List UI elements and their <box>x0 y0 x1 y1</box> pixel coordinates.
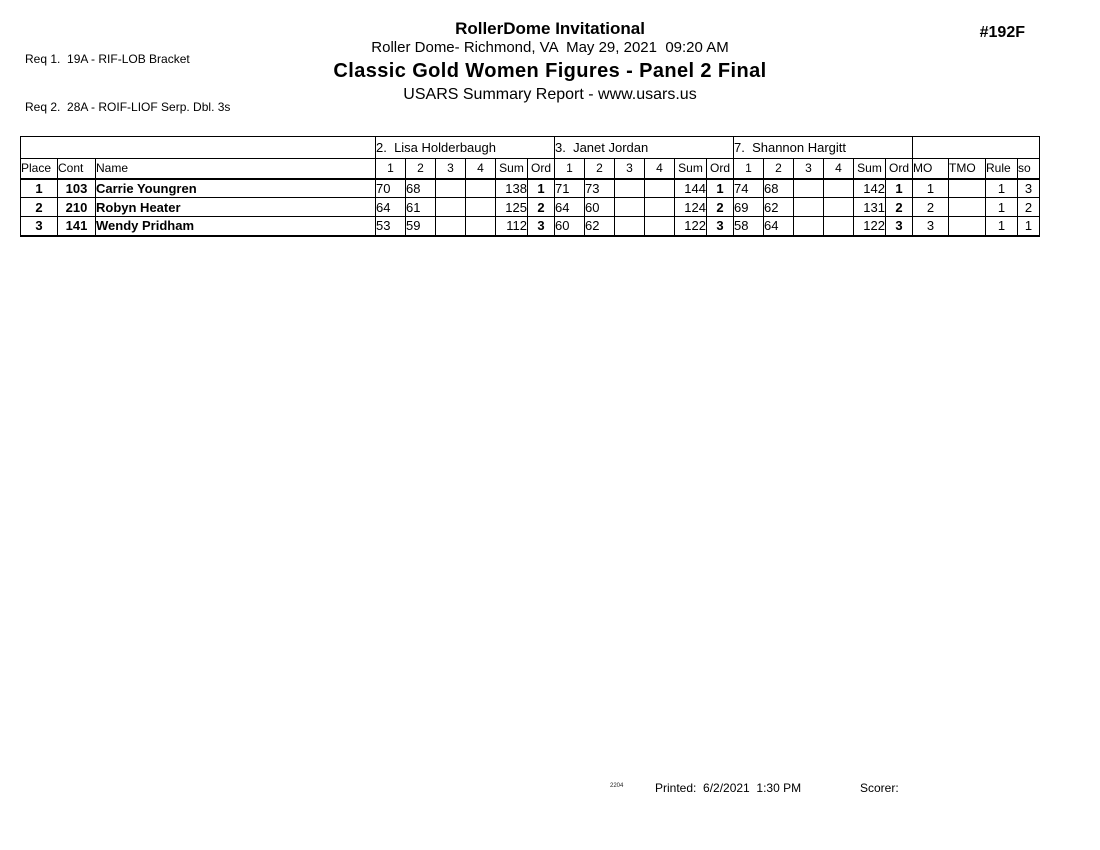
column-header-row <box>21 159 1040 179</box>
judge-name-3: 7. Shannon Hargitt <box>734 137 913 159</box>
report-header <box>0 19 1100 105</box>
sum-cell: 138 <box>496 179 528 198</box>
place-cell: 1 <box>21 179 58 198</box>
score-cell <box>436 198 466 217</box>
cont-cell: 103 <box>58 179 96 198</box>
so-cell: 1 <box>1018 217 1040 236</box>
sum-cell: 112 <box>496 217 528 236</box>
score-cell <box>794 179 824 198</box>
score-cell: 60 <box>555 217 585 236</box>
footer-print-code: 2204 <box>610 783 624 789</box>
header-j3-sum: Sum <box>854 159 886 179</box>
header-j2-ord: Ord <box>707 159 734 179</box>
score-cell: 71 <box>555 179 585 198</box>
mo-cell: 2 <box>913 198 949 217</box>
score-cell <box>615 179 645 198</box>
header-j1-1: 1 <box>376 159 406 179</box>
header-j3-1: 1 <box>734 159 764 179</box>
mo-cell: 1 <box>913 179 949 198</box>
results-table <box>20 136 1040 237</box>
header-place: Place <box>21 159 58 179</box>
ord-cell: 2 <box>707 198 734 217</box>
score-cell: 69 <box>734 198 764 217</box>
header-j1-4: 4 <box>466 159 496 179</box>
score-cell <box>466 179 496 198</box>
sum-cell: 124 <box>675 198 707 217</box>
venue-date-line: Roller Dome- Richmond, VA May 29, 2021 09:20 AM <box>371 39 729 56</box>
header-j1-sum: Sum <box>496 159 528 179</box>
score-cell: 62 <box>764 198 794 217</box>
report-type-line: USARS Summary Report - www.usars.us <box>403 86 697 103</box>
score-cell: 68 <box>406 179 436 198</box>
req-line-1: Req 1. 19A - RIF-LOB Bracket <box>25 52 190 66</box>
sum-cell: 122 <box>854 217 886 236</box>
ord-cell: 2 <box>528 198 555 217</box>
score-cell: 62 <box>585 217 615 236</box>
ord-cell: 3 <box>707 217 734 236</box>
score-cell <box>615 217 645 236</box>
sum-cell: 144 <box>675 179 707 198</box>
header-tmo: TMO <box>949 159 986 179</box>
header-j2-4: 4 <box>645 159 675 179</box>
score-cell: 60 <box>585 198 615 217</box>
header-j3-3: 3 <box>794 159 824 179</box>
score-cell <box>615 198 645 217</box>
header-cont: Cont <box>58 159 96 179</box>
sum-cell: 131 <box>854 198 886 217</box>
header-j3-2: 2 <box>764 159 794 179</box>
rule-cell: 1 <box>986 179 1018 198</box>
tmo-cell <box>949 198 986 217</box>
score-cell <box>436 217 466 236</box>
ord-cell: 3 <box>528 217 555 236</box>
header-j3-ord: Ord <box>886 159 913 179</box>
judges-row-spacer-right <box>913 137 1040 159</box>
score-cell: 68 <box>764 179 794 198</box>
header-j1-3: 3 <box>436 159 466 179</box>
score-cell: 61 <box>406 198 436 217</box>
score-cell: 53 <box>376 217 406 236</box>
header-mo: MO <box>913 159 949 179</box>
tmo-cell <box>949 179 986 198</box>
header-j1-2: 2 <box>406 159 436 179</box>
sum-cell: 125 <box>496 198 528 217</box>
judges-row-spacer-left <box>21 137 376 159</box>
place-cell: 3 <box>21 217 58 236</box>
score-cell: 58 <box>734 217 764 236</box>
score-cell <box>824 198 854 217</box>
table-row <box>21 179 1040 198</box>
header-j2-sum: Sum <box>675 159 707 179</box>
cont-cell: 141 <box>58 217 96 236</box>
table-row <box>21 217 1040 236</box>
judges-header-row <box>21 137 1040 159</box>
header-j3-4: 4 <box>824 159 854 179</box>
ord-cell: 1 <box>707 179 734 198</box>
ord-cell: 1 <box>528 179 555 198</box>
header-rule: Rule <box>986 159 1018 179</box>
score-cell <box>645 217 675 236</box>
tmo-cell <box>949 217 986 236</box>
score-cell <box>794 198 824 217</box>
score-cell: 59 <box>406 217 436 236</box>
place-cell: 2 <box>21 198 58 217</box>
header-name: Name <box>96 159 376 179</box>
division-title: Classic Gold Women Figures - Panel 2 Final <box>333 60 767 82</box>
rule-cell: 1 <box>986 198 1018 217</box>
score-cell: 64 <box>764 217 794 236</box>
event-title: RollerDome Invitational <box>455 19 645 38</box>
name-cell: Wendy Pridham <box>96 217 376 236</box>
name-cell: Carrie Youngren <box>96 179 376 198</box>
score-cell <box>645 179 675 198</box>
sum-cell: 142 <box>854 179 886 198</box>
header-j1-ord: Ord <box>528 159 555 179</box>
score-cell <box>794 217 824 236</box>
ord-cell: 3 <box>886 217 913 236</box>
ord-cell: 1 <box>886 179 913 198</box>
rule-cell: 1 <box>986 217 1018 236</box>
event-number: #192F <box>979 24 1025 41</box>
so-cell: 3 <box>1018 179 1040 198</box>
score-cell <box>645 198 675 217</box>
score-cell: 73 <box>585 179 615 198</box>
score-cell: 64 <box>376 198 406 217</box>
scorer-label: Scorer: <box>860 781 899 795</box>
header-so: so <box>1018 159 1040 179</box>
ord-cell: 2 <box>886 198 913 217</box>
judge-name-1: 2. Lisa Holderbaugh <box>376 137 555 159</box>
score-cell: 64 <box>555 198 585 217</box>
header-j2-2: 2 <box>585 159 615 179</box>
score-cell <box>436 179 466 198</box>
so-cell: 2 <box>1018 198 1040 217</box>
score-cell <box>466 198 496 217</box>
score-cell <box>466 217 496 236</box>
req-line-2: Req 2. 28A - ROIF-LIOF Serp. Dbl. 3s <box>25 100 231 114</box>
mo-cell: 3 <box>913 217 949 236</box>
name-cell: Robyn Heater <box>96 198 376 217</box>
cont-cell: 210 <box>58 198 96 217</box>
header-j2-3: 3 <box>615 159 645 179</box>
score-cell <box>824 179 854 198</box>
score-cell <box>824 217 854 236</box>
score-cell: 74 <box>734 179 764 198</box>
printed-timestamp: Printed: 6/2/2021 1:30 PM <box>655 781 802 795</box>
score-cell: 70 <box>376 179 406 198</box>
sum-cell: 122 <box>675 217 707 236</box>
table-row <box>21 198 1040 217</box>
header-j2-1: 1 <box>555 159 585 179</box>
judge-name-2: 3. Janet Jordan <box>555 137 734 159</box>
